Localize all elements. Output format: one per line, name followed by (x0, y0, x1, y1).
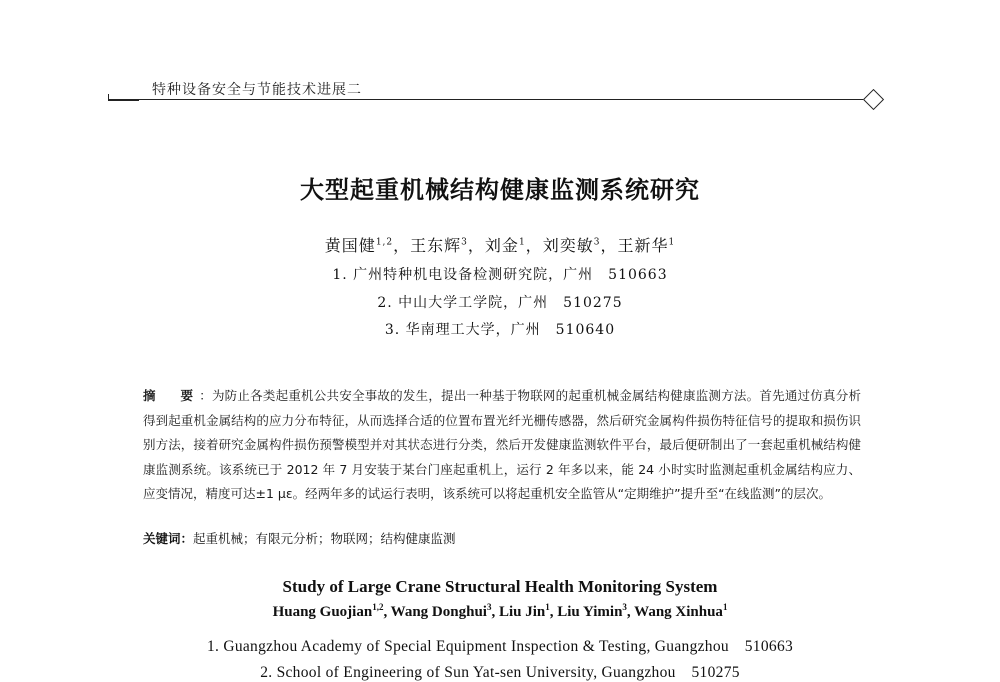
author-list-cn: 黄国健$^{1,2}$，王东辉$^3$，刘金$^1$，刘奕敏$^3$，王新华$^1$ (324, 236, 676, 255)
author-en: Wang Donghui$^3$ (390, 602, 492, 620)
running-head: 特种设备安全与节能技术进展二 (152, 82, 362, 98)
keywords-cn (143, 529, 861, 547)
affiliation-cn: 2. 中山大学工学院，广州 510275 (377, 295, 623, 311)
affiliation-en: 1. Guangzhou Academy of Special Equipment Inspection & Testing, Guangzhou 510663 (206, 638, 794, 655)
abstract-cn: 摘 要：为防止各类起重机公共安全事故的发生，提出一种基于物联网的起重机械金属结构健康监测方法。首先通过仿真分析得到起重机金属结构的应力分布特征，从而选择合适的位置布置光纤光栅传感器，然后研究金属构件损伤特征信号的提取和损伤识别方法，接着研究金属构件损伤预警模型并对其状态进行分类，然后开发健康监测软件平台，最后便研制出了一套起重机械结构健康监测系统。该系统已于 2012 年 7 月安装于某台门座起重机上，运行 2 年多以来，能 24 小时实时监测起重机金属结构应力、应变情况，精度可达±1 με。经两年多的试运行表明，该系统可以将起重机安全监管从“定期维护”提升至“在线监测”的层次。 (143, 388, 861, 502)
diamond-ornament-icon (863, 89, 884, 110)
affiliation-cn: 1. 广州特种机电设备检测研究院，广州 510663 (332, 267, 668, 283)
keywords-text: 起重机械；有限元分析；物联网；结构健康监测 (193, 531, 456, 546)
abstract-text: 为防止各类起重机公共安全事故的发生，提出一种基于物联网的起重机械金属结构健康监测方法。首先通过仿真分析得到起重机金属结构的应力分布特征，从而选择合适的位置布置光纤光栅传感器，然后研究金属构件损伤特征信号的提取和损伤识别方法，接着研究金属构件损伤预警模型并对其状态进行分类，然后开发健康监测软件平台，最后便研制出了一套起重机械结构健康监测系统。该系统已于 2012 年 7 月安装于某台门座起重机上，运行 2 年多以来，能 24 小时实时监测起重机金属结构应力、应变情况，精度可达±1 με。经两年多的试运行表明，该系统可以将起重机安全监管从“定期维护”提升至“在线监测”的层次。 (143, 388, 861, 502)
author-en: Huang Guojian$^{1,2}$ (272, 602, 384, 620)
paper-title-cn: 大型起重机械结构健康监测系统研究 (300, 175, 700, 204)
abstract-label: 摘 要 (143, 388, 200, 403)
author-cn: 黄国健$^{1,2}$ (324, 236, 394, 255)
author-cn: 王新华$^1$ (617, 236, 676, 255)
keywords-label: 关键词： (143, 531, 194, 546)
author-cn: 刘金$^1$ (484, 236, 526, 255)
affiliation-en: 2. School of Engineering of Sun Yat-sen University, Guangzhou 510275 (260, 664, 740, 681)
header-rule (108, 99, 863, 100)
author-en: Wang Xinhua$^1$ (634, 602, 728, 620)
author-cn: 刘奕敏$^3$ (542, 236, 601, 255)
author-list-en: Huang Guojian$^{1,2}$, Wang Donghui$^3$, Liu Jin$^1$, Liu Yimin$^3$, Wang Xinhua$^1$ (272, 602, 728, 620)
author-en: Liu Yimin$^3$ (557, 602, 627, 620)
author-cn: 王东辉$^3$ (410, 236, 468, 255)
paper-title-en: Study of Large Crane Structural Health Monitoring System (282, 577, 718, 596)
author-en: Liu Jin$^1$ (498, 602, 550, 620)
affiliation-cn: 3. 华南理工大学，广州 510640 (384, 322, 616, 338)
